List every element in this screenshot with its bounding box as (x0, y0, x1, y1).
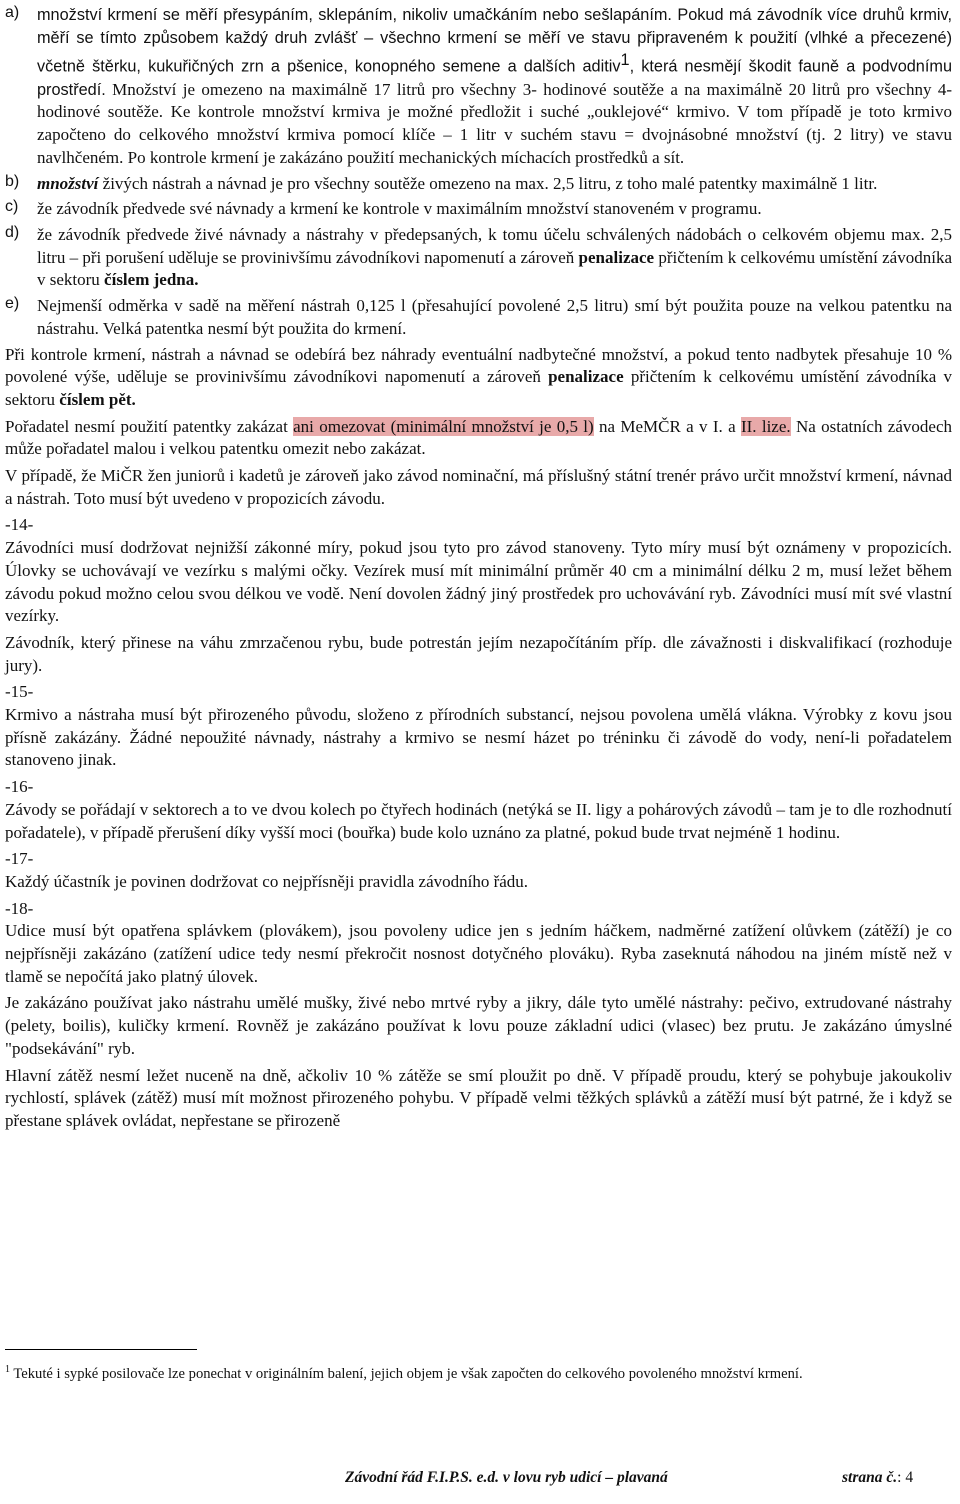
bold-penalty: penalizace (578, 247, 655, 267)
list-item-e (5, 295, 952, 340)
bold-number: číslem pět. (59, 389, 136, 409)
list-item-b (5, 173, 952, 196)
list-label: a) (5, 4, 20, 21)
list-item-c (5, 198, 952, 221)
item-b-text: živých nástrah a návnad je pro všechny soutěže omezeno na max. 2,5 litru, z toho malé patentky maximálně 1 litr. (98, 173, 878, 193)
paragraph-text: Pořadatel nesmí použití patentky zakázat (5, 416, 294, 436)
section-16-paragraph-1: Závody se pořádají v sektorech a to ve dvou kolech po čtyřech hodinách (netýká se II. ligy a pohárových závodů – tam je to dle rozhodnutí pořadatele), v případě přerušení díky vyšší moci (bouřka) bude kolo uznáno za platné, pokud bude trvat nejméně 1 hodinu. (5, 799, 952, 842)
item-a-sentence-3: Množství je omezeno na maximálně 17 litrů pro všechny 3- hodinové soutěže a na maximálně 20 litrů pro všechny 4- hodinové soutěže. Ke kontrole množství krmiva je možné předložit i suché „ouklejové“ krmivo. V tom případě je toto krmivo započteno do celkového množství krmiva pomocí klíče – 1 litr v suchém stavu = dvojnásobné množství (tj. 2 litry) ve stavu navlhčeném. Po kontrole krmení je zakázáno použití mechanických míchacích prostředků a sít. (37, 79, 952, 167)
footer-title: Závodní řád F.I.P.S. e.d. v lovu ryb udicí – plavaná (345, 1469, 668, 1486)
footnote-text: Tekuté i sypké posilovače lze ponechat v originálním balení, jejich objem je však započten do celkového povoleného množství krmení. (10, 1366, 803, 1382)
footnote-divider (5, 1349, 197, 1350)
footnote (5, 1363, 952, 1385)
footnote-number: 1 (5, 1364, 10, 1376)
section-number-14: -14- (5, 515, 34, 535)
paragraph-text-mid: na MeMČR a v I. a (593, 416, 741, 436)
bold-number: číslem jedna. (104, 270, 199, 290)
item-a-sentence-2: , která nesmějí škodit fauně a podvodnímu prostředí. (37, 58, 952, 99)
list-item-d (5, 224, 952, 292)
section-18-paragraph-3: Hlavní zátěž nesmí ležet nuceně na dně, ačkoliv 10 % zátěže se smí ploužit po dně. V případě proudu, který se pohybuje jakoukoliv rychlostí, splávek (zátěž) musí mít možnost přirozeného pohybu. V případě velmi těžkých splávků a zátěží musí být patrné, že i když se přestane splávek ovládat, nepřestane se přirozeně (5, 1065, 952, 1130)
list-text (37, 4, 952, 170)
item-a-sentence-1: množství krmení se měří přesypáním, sklepáním, nikoliv umačkáním nebo sešlapáním. Pokud má závodník více druhů krmiv, měří se tímto způsobem každý druh zvlášť – všechno krmení se měří ve stavu připraveném k použití (vlhké a přecezené) včetně štěrku, kukuřičných zrn a pšenice, konopného semene a dalších aditiv (37, 6, 952, 77)
paragraph-text: Při kontrole krmení, nástrah a návnad se odebírá bez náhrady eventuální nadbytečné množství, a pokud tento nadbytek přesahuje 10 % povolené výše, uděluje se provinivšímu závodníkovi napomenutí a zároveň (5, 344, 952, 387)
page-number: 4 (905, 1469, 914, 1486)
paragraph-text-end: Na ostatních závodech může pořadatel malou i velkou patentku omezit nebo zakázat. (5, 416, 952, 459)
page-number-group (842, 1469, 913, 1487)
paragraph-micr: V případě, že MiČR žen juniorů i kadetů je zároveň jako závod nominační, má příslušný státní trenér právo určit množství krmení, návnad a nástrah. Toto musí být uvedeno v propozicích závodu. (5, 466, 952, 508)
item-d-mid: přičtením k celkovému umístění závodníka v sektoru (37, 247, 952, 290)
paragraph-poradatel (5, 416, 952, 461)
item-d-text: že závodník předvede živé návnady a nástrahy v předepsaných, k tomu účelu schválených nádobách o celkovém objemu max. 2,5 litru – při porušení uděluje se provinivšímu závodníkovi napomenutí a zároveň (37, 224, 952, 267)
highlighted-text: II. lize. (740, 416, 791, 436)
footnote-reference: 1 (620, 51, 630, 70)
section-number-15: -15- (5, 682, 34, 702)
section-18-paragraph-1: Udice musí být opatřena splávkem (plovákem), jsou povoleny udice jen s jedním háčkem, nadměrné zatížení olůvkem (zátěží) je co nejpřísněji zakázáno (zatížení udice tedy nesmí překročit nosnost dotyčného plováku). Ryba zaseknutá náhodou na jiném místě než v tlamě se nepočítá jako platný úlovek. (5, 921, 952, 986)
section-number-16: -16- (5, 777, 34, 797)
page-number-separator: : (897, 1469, 906, 1486)
section-14-paragraph-1: Závodníci musí dodržovat nejnižší zákonné míry, pokud jsou tyto pro závod stanoveny. Tyto míry musí být oznámeny v propozicích. Úlovky se uchovávají ve vezírku s malými očky. Vezírek musí mít minimální průměr 40 cm a minimální délku 2 m, musí ležet během závodu pokud možno celou svou délkou ve vodě. Není dovolen žádný jiný prostředek pro uchovávání ryb. Závodníci musí mít své vlastní vezírky. (5, 538, 952, 626)
section-number-17: -17- (5, 849, 34, 869)
list-text: Nejmenší odměrka v sadě na měření nástrah 0,125 l (přesahující povolené 2,5 litru) smí být použita pouze na velkou patentku na nástrahu. Velká patentka nesmí být použita do krmení. (37, 296, 952, 338)
paragraph-kontrola (5, 344, 952, 412)
section-17-paragraph-1: Každý účastník je povinen dodržovat co nejpřísněji pravidla závodního řádu. (5, 871, 529, 891)
list-label: e) (5, 295, 20, 313)
emphasis-text: množství (37, 173, 99, 193)
section-14-paragraph-2: Závodník, který přinese na váhu zmrzačenou rybu, bude potrestán jejím nezapočítáním příp. dle závažnosti i diskvalifikací (rozhoduje jury). (5, 632, 952, 675)
bold-penalty: penalizace (548, 367, 624, 387)
list-label: b) (5, 172, 20, 190)
list-text: že závodník předvede své návnady a krmení ke kontrole v maximálním množství stanoveném v programu. (37, 199, 762, 219)
list-text (37, 224, 952, 292)
section-15-paragraph-1: Krmivo a nástraha musí být přirozeného původu, složeno z přírodních substancí, nejsou povolena umělá vlákna. Výrobky z kovu jsou přísně zakázány. Žádné nepoužité návnady, nástrahy a krmivo se nesmí házet po tréninku či závodě do vody, není-li pořadatelem stanoveno jinak. (5, 705, 952, 770)
list-text (37, 173, 952, 196)
section-number-18: -18- (5, 898, 34, 918)
list-item-a (5, 4, 952, 170)
section-18-paragraph-2: Je zakázáno používat jako nástrahu umělé mušky, živé nebo mrtvé ryby a jikry, dále tyto umělé nástrahy: pečivo, extrudované nástrahy (pelety, boilis), kuličky krmení. Rovněž je zakázáno používat k lovu pouze základní udici (vlasec) bez prutu. Je zakázáno úmyslné "podsekávání" ryb. (5, 993, 952, 1058)
list-label: d) (5, 223, 20, 241)
list-label: c) (5, 198, 19, 216)
paragraph-text-mid: přičtením k celkovému umístění závodníka v sektoru (5, 367, 953, 409)
highlighted-text: ani omezovat (minimální množství je 0,5 l) (293, 416, 594, 436)
page-number-label: strana č. (842, 1469, 898, 1486)
page-footer (345, 1469, 914, 1487)
